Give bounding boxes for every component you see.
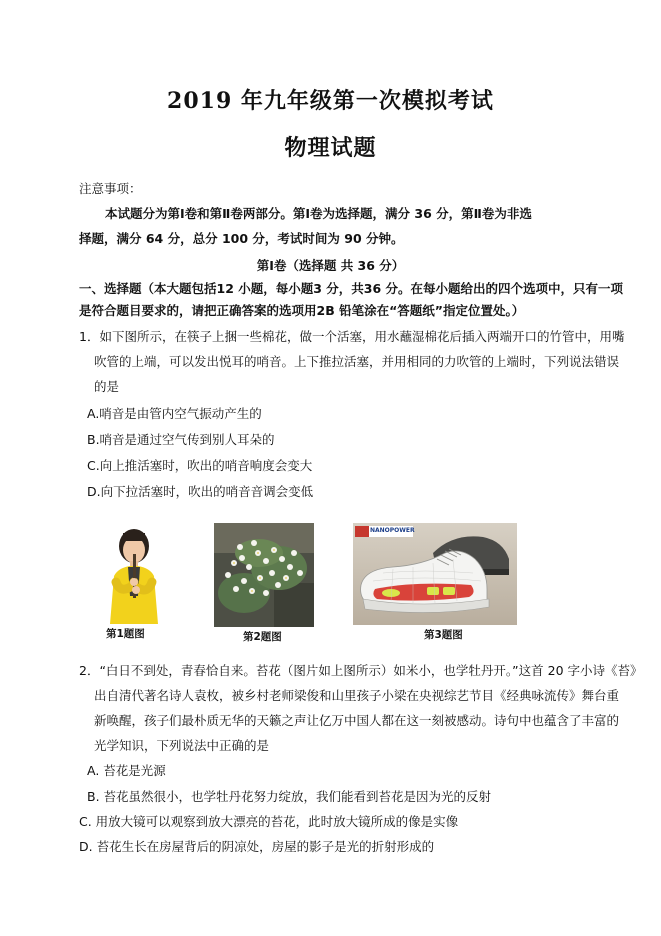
q1-option-a: A.哨音是由管内空气振动产生的 xyxy=(87,406,262,421)
section-instruction-2: 是符合题目要求的，请把正确答案的选项用2B 铅笔涂在“答题纸”指定位置处。） xyxy=(79,303,525,318)
q1-option-d: D.向下拉活塞时，吹出的哨音音调会变低 xyxy=(87,484,314,499)
q2-option-d: D. 苔花生长在房屋背后的阴凉处，房屋的影子是光的折射形成的 xyxy=(79,839,435,854)
figure-2-caption: 第2题图 xyxy=(243,631,282,643)
q1-line-3: 的是 xyxy=(94,379,120,394)
q1-line-1: 1．如下图所示，在筷子上捆一些棉花，做一个活塞，用水蘸湿棉花后插入两端开口的竹管中，用嘴 xyxy=(79,329,625,344)
figure-3-shoe-image xyxy=(353,523,517,625)
page-title: 2019 年九年级第一次模拟考试 xyxy=(167,88,494,114)
notice-heading: 注意事项： xyxy=(79,181,142,196)
section-title: 第Ⅰ卷（选择题 共 36 分） xyxy=(256,258,405,273)
q2-option-c: C. 用放大镜可以观察到放大漂亮的苔花，此时放大镜所成的像是实像 xyxy=(79,814,459,829)
page-subtitle: 物理试题 xyxy=(284,135,377,161)
figure-1-caption: 第1题图 xyxy=(106,628,145,640)
q2-line-2: 出自清代著名诗人袁枚，被乡村老师梁俊和山里孩子小梁在央视综艺节目《经典咏流传》舞台重 xyxy=(94,688,620,703)
q2-option-a: A. 苔花是光源 xyxy=(87,763,166,778)
figure-1-girl-image xyxy=(96,524,174,624)
notice-line-2: 择题，满分 64 分，总分 100 分，考试时间为 90 分钟。 xyxy=(79,231,404,246)
figure-2-moss-flower-image xyxy=(214,523,314,627)
q2-line-4: 光学知识，下列说法中正确的是 xyxy=(94,738,270,753)
q2-line-3: 新唤醒，孩子们最朴质无华的天籁之声让亿万中国人都在这一刻被感动。诗句中也蕴含了丰富的 xyxy=(94,713,620,728)
q2-option-b: B. 苔花虽然很小，也学牡丹花努力绽放，我们能看到苔花是因为光的反射 xyxy=(87,789,492,804)
notice-line-1: 本试题分为第Ⅰ卷和第Ⅱ卷两部分。第Ⅰ卷为选择题，满分 36 分，第Ⅱ卷为非选 xyxy=(105,206,532,221)
section-instruction-1: 一、选择题（本大题包括12 小题，每小题3 分，共36 分。在每小题给出的四个选项中，只有一项 xyxy=(79,281,624,296)
q2-line-1: 2．“白日不到处，青春恰自来。苔花（图片如上图所示）如米小，也学牡丹开。”这首 20 字小诗《苔》 xyxy=(79,663,643,678)
q1-option-c: C.向上推活塞时，吹出的哨音响度会变大 xyxy=(87,458,313,473)
q1-option-b: B.哨音是通过空气传到别人耳朵的 xyxy=(87,432,275,447)
q1-line-2: 吹管的上端，可以发出悦耳的哨音。上下推拉活塞，并用相同的力吹管的上端时，下列说法错误 xyxy=(94,354,620,369)
figure-3-caption: 第3题图 xyxy=(424,629,463,641)
figure-3-logo-text: NANOPOWER xyxy=(370,527,415,534)
